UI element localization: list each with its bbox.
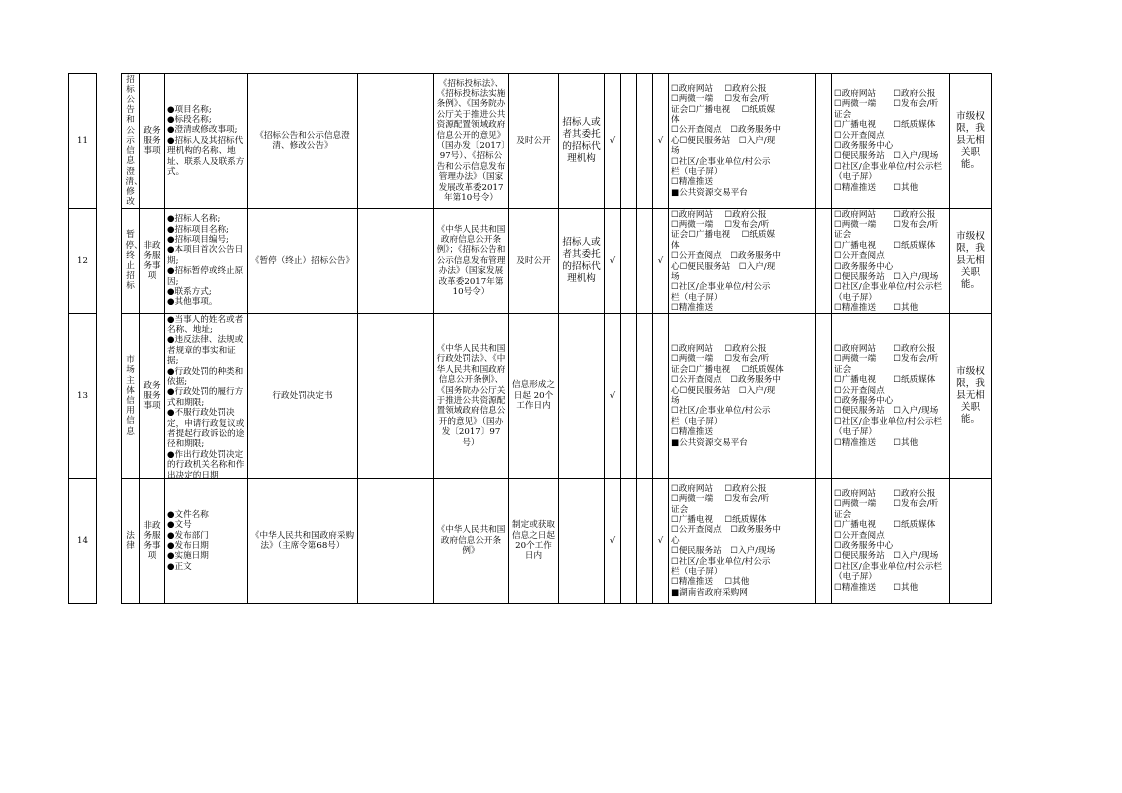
- channel2-line: ☐精准推送 ☐其他: [834, 437, 919, 448]
- channel2-line: （电子屏）: [834, 572, 877, 583]
- tick-mark: √: [609, 390, 616, 401]
- channel-line: ☐政府网站 ☐政府公报: [671, 343, 767, 354]
- item-name: [122, 209, 143, 314]
- legal-basis-text: 《中华人民共和国政府信息公开条例》: [436, 525, 506, 557]
- content-item: ●违反法律、法规或者规章的事实和证据;: [167, 335, 244, 367]
- item-name-wrap: [124, 230, 143, 292]
- channel-line: ☐公开查阅点 ☐政务服务中: [671, 525, 781, 536]
- channel2-line: ☐精准推送 ☐其他: [834, 582, 919, 593]
- channel-line: ☐公开查阅点 ☐政务服务中: [671, 375, 781, 386]
- content-item: ●标段名称;: [167, 114, 212, 125]
- tick-cell: [637, 209, 653, 314]
- tick-cell: [605, 209, 621, 314]
- spacer-cell-2: [816, 209, 832, 314]
- category: [140, 314, 165, 479]
- channels2-wrap: [834, 344, 947, 448]
- channels-list: [669, 74, 816, 209]
- content-item: ●发布日期: [167, 541, 209, 551]
- legal-basis: [434, 314, 509, 479]
- channel-line: 心☐便民服务站 ☐入户/现: [671, 261, 776, 272]
- channel-line: 证会☐广播电视 ☐纸质媒: [671, 230, 776, 241]
- channel-line: ☐政府网站 ☐政府公报: [671, 483, 767, 494]
- disclosure-subject: [559, 479, 605, 604]
- content-item: ●不服行政处罚决定，申请行政复议或者提起行政诉讼的途径和期限;: [167, 408, 245, 450]
- channel-line: ☐广播电视 ☐纸质媒体: [671, 514, 767, 525]
- row-number: [69, 479, 97, 604]
- channel-line: ☐两微一端 ☐发布会/听: [671, 94, 770, 105]
- channel-line: ☐社区/企事业单位/村公示: [671, 282, 771, 293]
- content-item: ●文号: [167, 520, 192, 531]
- blank-cell: [358, 74, 434, 209]
- channel-line: 证会☐广播电视 ☐纸质媒体: [671, 364, 784, 375]
- channel2-line: ☐两微一端 ☐发布会/听: [834, 99, 939, 110]
- category-text: 政务服务事项: [143, 380, 161, 412]
- spacer-cell-2: [816, 314, 832, 479]
- channel2-line: ☐广播电视 ☐纸质媒体: [834, 120, 936, 131]
- channel-line: 心☐便民服务站 ☐入户/现: [671, 135, 776, 146]
- channel2-line: ☐政务服务中心: [834, 141, 894, 151]
- channel-line: ☐两微一端 ☐发布会/听: [671, 354, 770, 365]
- channel2-line: ☐两微一端 ☐发布会/听: [834, 499, 939, 510]
- tick-mark: √: [657, 255, 664, 266]
- spacer-cell-2: [816, 479, 832, 604]
- basis-document-text: 《中华人民共和国政府采购法》（主席令第68号）: [250, 530, 355, 551]
- category-text: 非政务服务事项: [143, 240, 161, 282]
- tick-cell: [621, 479, 637, 604]
- category-text: 非政务服务事项: [143, 520, 161, 562]
- remark: [950, 74, 992, 209]
- channel2-line: （电子屏）: [834, 292, 877, 303]
- basis-document: [248, 74, 358, 209]
- basis-document: [248, 209, 358, 314]
- channel-line: ☐两微一端 ☐发布会/听: [671, 219, 770, 230]
- content-list: [165, 479, 248, 604]
- channels-list-2: [832, 314, 950, 479]
- content-list: [165, 209, 248, 314]
- channel2-line: ☐政府网站 ☐政府公报: [834, 488, 936, 499]
- row-number: [69, 314, 97, 479]
- channel-line: 体: [671, 114, 680, 125]
- spacer-cell: [97, 74, 122, 209]
- content-item: ●招标人及其招标代理机构的名称、地址、联系人及联系方式。: [167, 135, 245, 178]
- category: [140, 209, 165, 314]
- content-wrap: [167, 314, 245, 481]
- item-name: [122, 479, 140, 604]
- channel2-line: ☐公开查阅点: [834, 530, 885, 541]
- channel2-line: ☐社区/企事业单位/村公示栏: [834, 561, 943, 572]
- tick-cell: [653, 479, 669, 604]
- time-limit-text: 信息形成之日起 20个工作日内: [512, 380, 555, 412]
- channel2-line: ☐广播电视 ☐纸质媒体: [834, 375, 936, 386]
- blank-cell: [358, 209, 434, 314]
- tick-cell: [637, 479, 653, 604]
- content-list: [165, 74, 248, 209]
- content-item: ●行政处罚的履行方式和期限;: [167, 387, 244, 408]
- channels-list-2: [832, 74, 950, 209]
- time-limit: [509, 479, 559, 604]
- channel-line: ☐公开查阅点 ☐政务服务中: [671, 251, 781, 262]
- channel2-line: 证会: [834, 509, 852, 520]
- channel2-line: ☐精准推送 ☐其他: [834, 182, 919, 193]
- channel-line: 场: [671, 271, 680, 282]
- tick-cell: [621, 209, 637, 314]
- row-number-text: 14: [77, 535, 88, 546]
- tick-cell: [605, 314, 621, 479]
- channel-line: ☐社区/企事业单位/村公示: [671, 406, 771, 417]
- channel-line: ☐政府网站 ☐政府公报: [671, 209, 767, 220]
- legal-basis-text: 《中华人民共和国政府信息公开条例》；《招标公告和公示信息发布管理办法》（国家发展改革委2017年第10号令）: [436, 224, 506, 298]
- channel2-line: ☐政务服务中心: [834, 396, 894, 406]
- channel2-line: ☐精准推送 ☐其他: [834, 303, 919, 314]
- channels-list: [669, 314, 816, 479]
- tick-cell: [637, 74, 653, 209]
- channels-wrap: [671, 484, 813, 598]
- channels2-wrap: [834, 89, 947, 193]
- legal-basis: [434, 74, 509, 209]
- channels-list-2: [832, 209, 950, 314]
- channel-line: 栏（电子屏）: [671, 416, 723, 427]
- disclosure-subject: [559, 74, 605, 209]
- channel-line: ■湖南省政府采购网: [671, 587, 748, 598]
- time-limit: [509, 314, 559, 479]
- time-limit-text: 及时公开: [516, 255, 551, 266]
- item-name-text: 市场主体信用信息: [126, 355, 135, 437]
- channel-line: 证会☐广播电视 ☐纸质媒: [671, 104, 776, 115]
- remark: [950, 209, 992, 314]
- channels-list: [669, 479, 816, 604]
- table-row: [69, 479, 992, 604]
- content-item: ●实施日期: [167, 551, 209, 562]
- item-name-wrap: [124, 74, 143, 208]
- row-number: [69, 74, 97, 209]
- channel-line: ☐两微一端 ☐发布会/听: [671, 494, 770, 505]
- channel-line: ■公共资源交易平台: [671, 187, 748, 198]
- disclosure-table: [68, 73, 992, 604]
- item-name: [122, 74, 143, 209]
- tick-cell: [653, 74, 669, 209]
- disclosure-subject: [559, 314, 605, 479]
- tick-mark: √: [609, 535, 616, 546]
- channel-line: 体: [671, 240, 680, 251]
- content-item: ●当事人的姓名或者名称、地址;: [167, 314, 244, 335]
- time-limit: [509, 74, 559, 209]
- channel-line: ☐公开查阅点 ☐政务服务中: [671, 125, 781, 136]
- channels2-wrap: [834, 210, 947, 313]
- channels2-wrap: [834, 489, 947, 593]
- content-wrap: [167, 214, 245, 308]
- content-item: ●文件名称: [167, 509, 209, 520]
- channel-line: ☐社区/企事业单位/村公示: [671, 556, 771, 567]
- basis-document: [248, 479, 358, 604]
- channel2-line: ☐政府网站 ☐政府公报: [834, 343, 936, 354]
- time-limit-text: 及时公开: [516, 135, 551, 146]
- channels-wrap: [671, 210, 813, 313]
- basis-document-text: 行政处罚决定书: [272, 390, 333, 401]
- channel2-line: ☐便民服务站 ☐入户/现场: [834, 151, 939, 162]
- channels-list: [669, 209, 816, 314]
- remark: [950, 314, 992, 479]
- row-number-text: 12: [77, 255, 88, 266]
- channel2-line: ☐公开查阅点: [834, 251, 885, 262]
- channel-line: 场: [671, 396, 680, 406]
- basis-document: [248, 314, 358, 479]
- legal-basis-text: 《中华人民共和国行政处罚法》、《中华人民共和国政府信息公开条例》、《国务院办公厅关于推进公共资源配置领域政府信息公开的意见》（国办发〔2017〕97号）: [436, 343, 506, 448]
- table-row: [69, 74, 992, 209]
- category: [140, 74, 165, 209]
- channels-wrap: [671, 84, 813, 198]
- channel2-line: ☐便民服务站 ☐入户/现场: [834, 406, 939, 417]
- category-text: 政务服务事项: [143, 125, 161, 157]
- channel-line: 栏（电子屏）: [671, 167, 723, 178]
- disclosure-subject-text: 招标人或者其委托的招标代理机构: [562, 117, 601, 164]
- tick-cell: [621, 314, 637, 479]
- category: [140, 479, 165, 604]
- channel2-line: ☐广播电视 ☐纸质媒体: [834, 520, 936, 531]
- row-number: [69, 209, 97, 314]
- content-item: ●招标项目名称;: [167, 224, 229, 235]
- channel-line: ☐社区/企事业单位/村公示: [671, 156, 771, 167]
- remark-text: 市级权限，我县无相关职能。: [956, 111, 985, 170]
- content-item: ●行政处罚的种类和依据;: [167, 366, 244, 387]
- channel2-line: ☐两微一端 ☐发布会/听: [834, 219, 939, 230]
- item-name-wrap: [124, 355, 137, 437]
- time-limit-text: 制定或获取信息之日起20个工作日内: [512, 520, 555, 562]
- legal-basis-text: 《招标投标法》、《招标投标法实施条例》、《国务院办公厅关于推进公共资源配置领域政府信息公开的意见》（国办发〔2017〕97号）、《招标公告和公示信息发布管理办法》（国家发展改革委2017年第10号令）: [436, 78, 506, 204]
- tick-cell: [621, 74, 637, 209]
- channel-line: 栏（电子屏）: [671, 567, 723, 578]
- table-row: [69, 209, 992, 314]
- tick-mark: √: [609, 135, 616, 146]
- channel-line: ☐精准推送: [671, 427, 714, 438]
- channel-line: ■公共资源交易平台: [671, 437, 748, 448]
- item-name-text: 暂停、终止招标: [125, 230, 143, 292]
- disclosure-subject-text: 招标人或者其委托的招标代理机构: [562, 237, 601, 284]
- blank-cell: [358, 479, 434, 604]
- row-number-text: 11: [77, 135, 88, 146]
- legal-basis: [434, 209, 509, 314]
- channel2-line: ☐政务服务中心: [834, 541, 894, 551]
- tick-mark: √: [657, 535, 664, 546]
- row-number-text: 13: [77, 390, 88, 401]
- channel-line: 心: [671, 535, 680, 546]
- channel2-line: ☐政府网站 ☐政府公报: [834, 88, 936, 99]
- content-item: ●澄清或修改事项;: [167, 125, 238, 136]
- tick-mark: √: [609, 255, 616, 266]
- channel2-line: ☐公开查阅点: [834, 385, 885, 396]
- content-item: ●招标暂停或终止原因;: [167, 266, 244, 287]
- channel2-line: 证会: [834, 109, 852, 120]
- channel-line: 场: [671, 146, 680, 157]
- channel-line: ☐精准推送: [671, 303, 714, 314]
- content-wrap: [167, 105, 245, 178]
- basis-document-text: 《招标公告和公示信息澄清、修改公告》: [255, 130, 350, 151]
- channel2-line: （电子屏）: [834, 427, 877, 438]
- basis-document-text: 《暂停（终止）招标公告》: [250, 255, 355, 266]
- channel2-line: ☐社区/企事业单位/村公示栏: [834, 416, 943, 427]
- tick-mark: √: [657, 135, 664, 146]
- channel2-line: ☐政府网站 ☐政府公报: [834, 209, 936, 220]
- item-name-text: 法律: [126, 530, 135, 551]
- content-item: ●本项目首次公告日期;: [167, 245, 244, 266]
- channel-line: 证会: [671, 504, 689, 515]
- spacer-cell-2: [816, 74, 832, 209]
- spacer-cell: [97, 209, 122, 314]
- channel2-line: ☐公开查阅点: [834, 130, 885, 141]
- channels-list-2: [832, 479, 950, 604]
- content-item: ●正文: [167, 561, 192, 572]
- channel2-line: ☐两微一端 ☐发布会/听: [834, 354, 939, 365]
- tick-cell: [653, 314, 669, 479]
- item-name-wrap: [124, 531, 137, 551]
- item-name-text: 招标公告和公示信息澄清、修改: [125, 74, 143, 208]
- channel2-line: ☐便民服务站 ☐入户/现场: [834, 551, 939, 562]
- channel-line: ☐精准推送 ☐其他: [671, 577, 750, 588]
- channel-line: ☐政府网站 ☐政府公报: [671, 83, 767, 94]
- tick-cell: [605, 479, 621, 604]
- table-row: [69, 314, 992, 479]
- channel2-line: 证会: [834, 364, 852, 375]
- content-item: ●联系方式;: [167, 287, 212, 298]
- time-limit: [509, 209, 559, 314]
- channel2-line: 证会: [834, 230, 852, 241]
- content-item: ●项目名称;: [167, 104, 212, 115]
- content-item: ●招标项目编号;: [167, 234, 229, 245]
- tick-cell: [653, 209, 669, 314]
- content-item: ●其他事项。: [167, 297, 218, 308]
- channel2-line: ☐社区/企事业单位/村公示栏: [834, 161, 943, 172]
- spacer-cell: [97, 314, 122, 479]
- content-item: ●发布部门: [167, 530, 209, 541]
- channel-line: 栏（电子屏）: [671, 292, 723, 303]
- channels-wrap: [671, 344, 813, 448]
- remark-text: 市级权限，我县无相关职能。: [956, 231, 985, 290]
- tick-cell: [605, 74, 621, 209]
- legal-basis: [434, 479, 509, 604]
- channel2-line: ☐广播电视 ☐纸质媒体: [834, 240, 936, 251]
- channel2-line: ☐社区/企事业单位/村公示栏: [834, 282, 943, 293]
- disclosure-subject: [559, 209, 605, 314]
- content-item: ●作出行政处罚决定的行政机关名称和作出决定的日期: [167, 449, 245, 481]
- item-name: [122, 314, 140, 479]
- blank-cell: [358, 314, 434, 479]
- content-item: ●招标人名称;: [167, 214, 221, 225]
- channel2-line: ☐便民服务站 ☐入户/现场: [834, 271, 939, 282]
- remark: [950, 479, 992, 604]
- channel2-line: （电子屏）: [834, 172, 877, 183]
- remark-text: 市级权限，我县无相关职能。: [956, 366, 985, 425]
- channel-line: ☐便民服务站 ☐入户/现场: [671, 546, 776, 557]
- channel-line: ☐精准推送: [671, 177, 714, 188]
- channel2-line: ☐政务服务中心: [834, 261, 894, 272]
- tick-cell: [637, 314, 653, 479]
- spacer-cell: [97, 479, 122, 604]
- content-list: [165, 314, 248, 479]
- channel-line: 心☐便民服务站 ☐入户/现: [671, 385, 776, 396]
- content-wrap: [167, 510, 245, 572]
